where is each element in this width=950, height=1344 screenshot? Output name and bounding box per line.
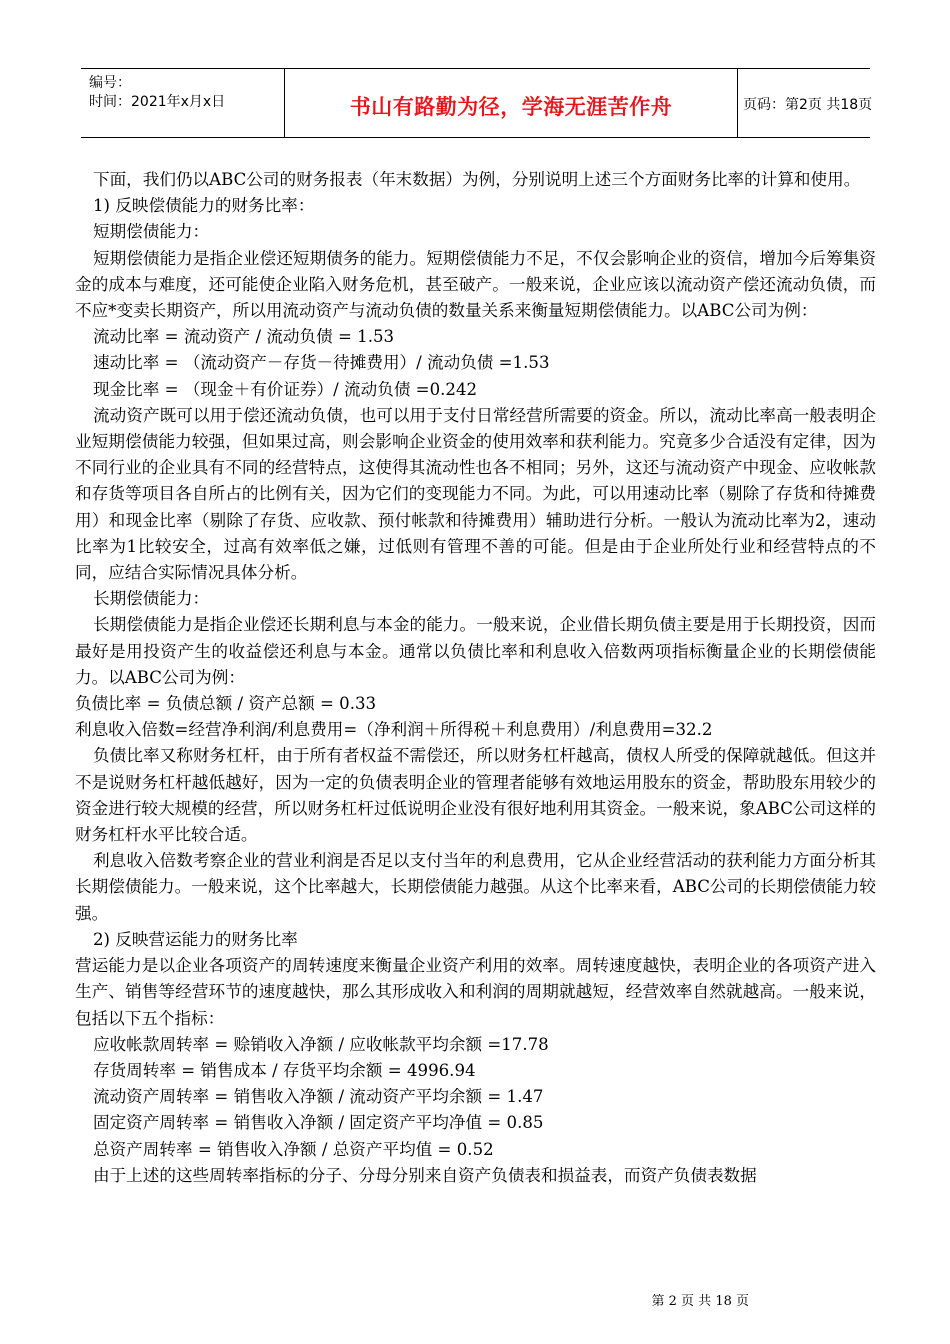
- formula-inventory-turnover: 存货周转率 = 销售成本 / 存货平均余额 = 4996.94: [93, 1060, 476, 1080]
- formula-cash-ratio: 现金比率 = （现金＋有价证券）/ 流动负债 =0.242: [93, 379, 478, 399]
- paragraph-leverage-analysis: 负债比率又称财务杠杆，由于所有者权益不需偿还，所以财务杠杆越高，债权人所受的保障就越低。但这并不是说财务杠杆越低越好，因为一定的负债表明企业的管理者能够有效地运用股东的资金，帮助股东用较少的资金进行较大规模的经营，所以财务杠杆过低说明企业没有很好地利用其资金。一般来说，象ABC公司这样的财务杠杆水平比较合适。: [75, 746, 876, 845]
- page-header: [81, 68, 873, 138]
- subheading-short-term: 短期偿债能力：: [93, 222, 210, 242]
- formula-debt-ratio: 负债比率 = 负债总额 / 资产总额 = 0.33: [75, 694, 377, 714]
- paragraph-operating-definition: 营运能力是以企业各项资产的周转速度来衡量企业资产利用的效率。周转速度越快，表明企业的各项资产进入生产、销售等经营环节的速度越快，那么其形成收入和利润的周期就越短，经营效率自然就越高。一般来说，包括以下五个指标：: [75, 956, 876, 1028]
- footer-page-number: 第 2 页 共 18 页: [651, 1294, 749, 1309]
- header-left-cell: [81, 69, 284, 137]
- formula-quick-ratio: 速动比率 = （流动资产－存货－待摊费用）/ 流动负债 =1.53: [93, 353, 550, 373]
- formula-current-ratio: 流动比率 = 流动资产 / 流动负债 = 1.53: [93, 327, 395, 347]
- paragraph-intro: 下面，我们仍以ABC公司的财务报表（年末数据）为例，分别说明上述三个方面财务比率的计算和使用。: [93, 170, 861, 189]
- paragraph-interest-analysis: 利息收入倍数考察企业的营业利润是否足以支付当年的利息费用，它从企业经营活动的获利能力方面分析其长期偿债能力。一般来说，这个比率越大，长期偿债能力越强。从这个比率来看，ABC公司的长期偿债能力较强。: [75, 851, 876, 923]
- document-body: [75, 167, 876, 1189]
- header-right-cell: [737, 69, 873, 137]
- formula-receivables-turnover: 应收帐款周转率 = 赊销收入净额 / 应收帐款平均余额 =17.78: [93, 1034, 549, 1054]
- paragraph-current-assets-analysis: 流动资产既可以用于偿还流动负债，也可以用于支付日常经营所需要的资金。所以，流动比率高一般表明企业短期偿债能力较强，但如果过高，则会影响企业资金的使用效率和获利能力。究竟多少合适没有定律，因为不同行业的企业具有不同的经营特点，这使得其流动性也各不相同；另外，这还与流动资产中现金、应收帐款和存货等项目各自所占的比例有关，因为它们的变现能力不同。为此，可以用速动比率（剔除了存货和待摊费用）和现金比率（剔除了存货、应收款、预付帐款和待摊费用）辅助进行分析。一般认为流动比率为2，速动比率为1比较安全，过高有效率低之嫌，过低则有管理不善的可能。但是由于企业所处行业和经营特点的不同，应结合实际情况具体分析。: [75, 405, 876, 583]
- header-page-info: 页码：第2页 共18页: [743, 97, 873, 113]
- document-date-label: 时间：2021年x月x日: [89, 94, 226, 110]
- section-heading-operating: 2) 反映营运能力的财务比率: [93, 929, 298, 949]
- formula-interest-coverage: 利息收入倍数=经营净利润/利息费用=（净利润＋所得税＋利息费用）/利息费用=32.2: [75, 720, 713, 740]
- section-heading-solvency: 1) 反映偿债能力的财务比率：: [93, 196, 315, 216]
- paragraph-turnover-note: 由于上述的这些周转率指标的分子、分母分别来自资产负债表和损益表，而资产负债表数据: [93, 1165, 757, 1185]
- subheading-long-term: 长期偿债能力：: [93, 589, 210, 609]
- formula-total-assets-turnover: 总资产周转率 = 销售收入净额 / 总资产平均值 = 0.52: [93, 1139, 494, 1159]
- paragraph-short-term-definition: 短期偿债能力是指企业偿还短期债务的能力。短期偿债能力不足，不仅会影响企业的资信，增加今后筹集资金的成本与难度，还可能使企业陷入财务危机，甚至破产。一般来说，企业应该以流动资产偿还流动负债，而不应*变卖长期资产，所以用流动资产与流动负债的数量关系来衡量短期偿债能力。以ABC公司为例：: [75, 248, 876, 321]
- header-motto: 书山有路勤为径，学海无涯苦作舟: [349, 95, 673, 119]
- document-number-label: 编号：: [89, 75, 131, 91]
- formula-fixed-assets-turnover: 固定资产周转率 = 销售收入净额 / 固定资产平均净值 = 0.85: [93, 1113, 544, 1133]
- formula-current-assets-turnover: 流动资产周转率 = 销售收入净额 / 流动资产平均余额 = 1.47: [93, 1087, 544, 1107]
- paragraph-long-term-definition: 长期偿债能力是指企业偿还长期利息与本金的能力。一般来说，企业借长期负债主要是用于长期投资，因而最好是用投资产生的收益偿还利息与本金。通常以负债比率和利息收入倍数两项指标衡量企业的长期偿债能力。以ABC公司为例：: [75, 615, 876, 687]
- header-middle-cell: [284, 69, 738, 137]
